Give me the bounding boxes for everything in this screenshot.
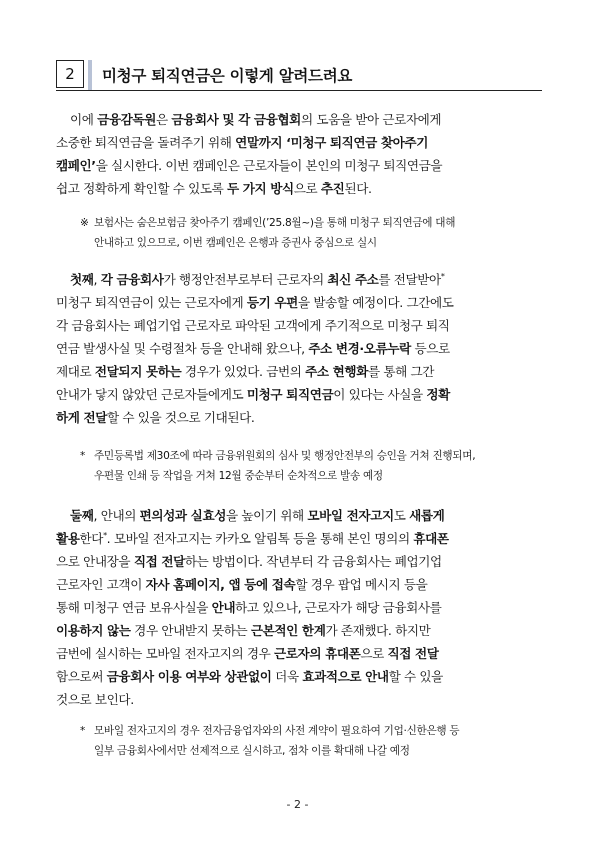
bold-text: 모바일 전자고지 [307,508,394,523]
text-run: 등으로 [410,341,450,356]
note-line [80,446,540,466]
text-run: 도 [393,508,410,523]
bold-text: 두 가지 방식 [226,181,294,196]
text-run: 소중한 퇴직연금을 돌려주기 위해 [56,135,236,150]
text-run: 를 전달받아 [378,272,441,287]
text-run: 으로 안내장을 [56,554,134,569]
note-resident-law [80,446,540,486]
text-run: 근로자인 고객이 [56,577,146,592]
text-run: 하는 방법이다. 작년부터 각 금융회사는 폐업기업 [184,554,442,569]
text-run: 으로 [293,181,321,196]
bold-text: 전달되지 못하는 [94,364,182,379]
text-run: 금번에 실시하는 모바일 전자고지의 경우 [56,646,275,661]
bold-text: 둘째 [70,508,94,523]
text-run: . 모바일 전자고지는 카카오 알림톡 등을 통해 본인 명의의 [106,531,414,546]
text-line [56,154,542,177]
section-accent-bar [88,60,92,90]
bold-text: 캠페인’ [56,158,96,173]
text-run: 경우 안내받지 못하는 [130,623,251,638]
bold-text: 금융회사 이용 여부와 상관없이 [106,669,272,684]
section-title: 미청구 퇴직연금은 이렇게 알려드려요 [102,67,353,85]
text-run: 으로 [360,646,388,661]
text-line [56,108,542,131]
note-text: 일부 금융회사에서만 선제적으로 실시하고, 점차 이를 확대해 나갈 예정 [94,745,410,757]
text-run: 가 존재했다. 하지만 [325,623,431,638]
note-line [80,466,540,486]
bold-text: 금융감독원 [97,112,156,127]
text-line [56,688,542,711]
text-run: 은 [155,112,172,127]
note-line [80,233,540,253]
footnote-marker: * [440,271,445,281]
bold-text: 추진 [320,181,345,196]
text-run: 이 있다는 사실을 [333,387,427,402]
second-method-paragraph [56,504,542,711]
note-text: 주민등록법 제30조에 따라 금융위원회의 심사 및 행정안전부의 승인을 거쳐 진행되며, [94,450,476,462]
note-insurance [80,213,540,253]
bold-text: 활용 [56,531,80,546]
text-line [56,550,542,573]
first-method-paragraph [56,268,542,429]
text-run: 함으로써 [56,669,107,684]
bold-text: 등기 우편 [246,295,298,310]
text-run: 의 도움을 받아 근로자에게 [300,112,442,127]
text-run: 통해 미청구 연금 보유사실을 [56,600,212,615]
text-run: 연금 발생사실 및 수령절차 등을 안내해 왔으나, [56,341,309,356]
note-text: 보험사는 숨은보험금 찾아주기 캠페인(’25.8월~)을 통해 미청구 퇴직연금에 대해 [94,217,456,229]
text-run: 한다 [79,531,104,546]
text-run: , [93,272,101,287]
text-run: , 안내의 [93,508,140,523]
bold-text: 자사 홈페이지, 앱 등에 접속 [145,577,296,592]
text-line [56,268,542,291]
bold-text: 주소 변경·오류누락 [308,341,411,356]
bold-text: 휴대폰 [413,531,449,546]
text-line [56,314,542,337]
footnote-marker: * [103,530,107,540]
bold-text: 각 금융회사 [100,272,164,287]
text-run: 할 수 있을 것으로 기대된다. [107,410,255,425]
text-line [56,527,542,550]
text-line [56,131,542,154]
page-number: - 2 - [286,798,309,811]
note-text: 안내하고 있으므로, 이번 캠페인은 은행과 증권사 중심으로 실시 [94,237,377,249]
bold-text: 편의성과 실효성 [139,508,226,523]
intro-paragraph [56,108,542,200]
text-line [56,665,542,688]
text-run: 각 금융회사는 폐업기업 근로자로 파악된 고객에게 주기적으로 미청구 퇴직 [56,318,450,333]
section-header [56,60,542,91]
text-line [56,406,542,429]
text-line [56,573,542,596]
bold-text: 직접 전달 [133,554,185,569]
text-run: 제대로 [56,364,95,379]
text-run: 된다. [344,181,372,196]
bold-text: 근로자의 휴대폰 [274,646,361,661]
note-text: 모바일 전자고지의 경우 전자금융업자와의 사전 계약이 필요하여 기업·신한은행 등 [94,725,460,737]
note-marker: * [80,450,85,462]
bold-text: 금융회사 및 각 금융협회 [171,112,301,127]
bold-text: 미청구 퇴직연금 [246,387,334,402]
text-line [56,360,542,383]
text-run: 경우가 있었다. 금번의 [181,364,306,379]
bold-text: 효과적으로 안내 [302,669,389,684]
note-line [80,741,540,761]
text-line [56,504,542,527]
text-line [56,337,542,360]
text-line [56,642,542,665]
text-run: 할 수 있을 [388,669,443,684]
text-run: 할 경우 팝업 메시지 등을 [295,577,428,592]
text-run: 더욱 [271,669,303,684]
bold-text: 첫째 [70,272,94,287]
text-line [56,177,542,200]
bold-text: 주소 현행화 [305,364,368,379]
bold-text: 새롭게 [409,508,445,523]
bold-text: 연말까지 ‘미청구 퇴직연금 찾아주기 [235,135,428,150]
text-line [56,619,542,642]
note-text: 우편물 인쇄 등 작업을 거쳐 12월 중순부터 순차적으로 발송 예정 [94,470,383,482]
bold-text: 이용하지 않는 [56,623,131,638]
text-line [56,383,542,406]
text-line [56,596,542,619]
text-run: 미청구 퇴직연금이 있는 근로자에게 [56,295,247,310]
bold-text: 직접 전달 [387,646,439,661]
bold-text: 최신 주소 [327,272,379,287]
text-run: 쉽고 정확하게 확인할 수 있도록 [56,181,227,196]
text-run: 을 실시한다. 이번 캠페인은 근로자들이 본인의 미청구 퇴직연금을 [95,158,443,173]
text-line [56,291,542,314]
note-line [80,213,540,233]
note-mobile-notice [80,721,540,761]
text-run: 을 발송할 예정이다. 그간에도 [297,295,454,310]
note-marker: ※ [80,217,89,229]
bold-text: 근본적인 한계 [250,623,326,638]
text-run: 하고 있으나, 근로자가 해당 금융회사를 [235,600,442,615]
text-run: 안내가 닿지 않았던 근로자들에게도 [56,387,247,402]
text-run: 를 통해 그간 [367,364,435,379]
note-marker: * [80,725,85,737]
bold-text: 정확 [426,387,450,402]
text-run: 것으로 보인다. [56,692,134,707]
section-number: 2 [56,60,84,88]
text-run: 을 높이기 위해 [225,508,308,523]
bold-text: 안내 [211,600,236,615]
text-run: 이에 [70,112,98,127]
bold-text: 하게 전달 [56,410,108,425]
text-run: 가 행정안전부로부터 근로자의 [163,272,328,287]
note-line [80,721,540,741]
